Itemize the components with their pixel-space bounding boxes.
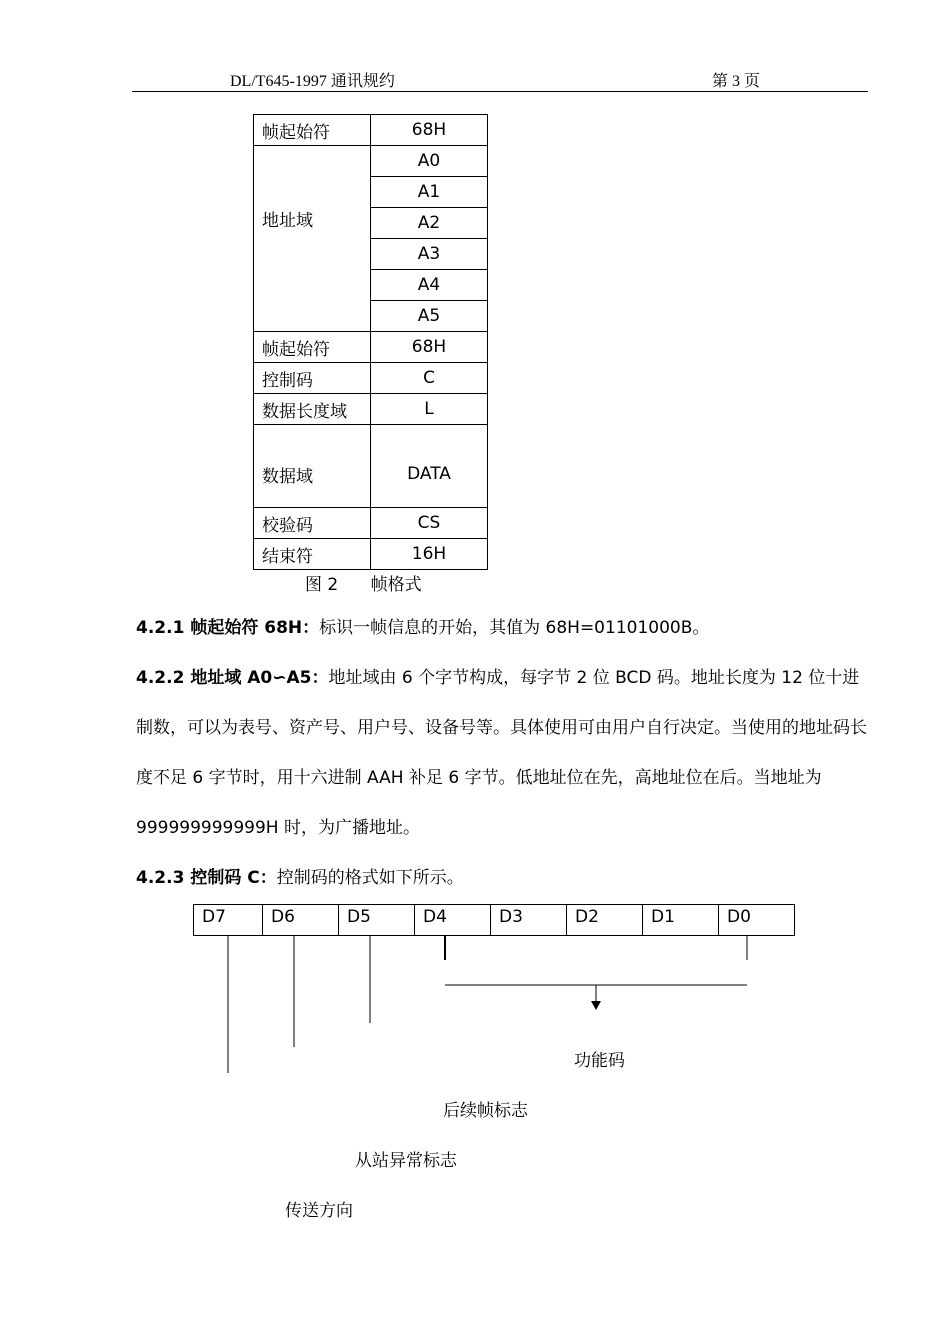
checksum-value: CS [371,508,488,539]
section-text: 标识一帧信息的开始，其值为 68H=01101000B。 [319,618,710,638]
address-a5: A5 [371,301,488,332]
function-code-label: 功能码 [574,1051,625,1071]
address-a0: A0 [371,146,488,177]
address-field-label: 地址域 [254,146,371,332]
bit-d6: D6 [263,905,339,936]
section-heading: 4.2.2 地址域 A0∽A5： [136,668,329,688]
figure-caption: 图 2 帧格式 [305,575,422,595]
section-text: 地址域由 6 个字节构成，每字节 2 位 BCD 码。地址长度为 12 位十进制数，可以为表号、资产号、用户号、设备号等。具体使用可由用户自行决定。当使用的地址码长度不足 6 字节时，用十六进制 AAH 补足 6 字节。低地址位在先，高地址位在后。当地址为 999999999999H 时，为广播地址。 [136,668,867,838]
down-arrow-icon [591,1001,601,1010]
address-a2: A2 [371,208,488,239]
follow-frame-flag-label: 后续帧标志 [443,1101,528,1121]
section-heading: 4.2.1 帧起始符 68H： [136,618,320,638]
data-field-label: 数据域 [254,425,371,508]
slave-error-flag-label: 从站异常标志 [355,1151,457,1171]
data-length-value: L [371,394,488,425]
control-code-value: C [371,363,488,394]
control-code-label: 控制码 [254,363,371,394]
end-mark-value: 16H [371,539,488,570]
checksum-label: 校验码 [254,508,371,539]
frame-start-label: 帧起始符 [254,115,371,146]
address-a4: A4 [371,270,488,301]
data-length-label: 数据长度域 [254,394,371,425]
section-heading: 4.2.3 控制码 C： [136,868,277,888]
frame-start-value: 68H [371,115,488,146]
bit-d7: D7 [194,905,263,936]
bit-d5: D5 [339,905,415,936]
address-a3: A3 [371,239,488,270]
frame-start-label-2: 帧起始符 [254,332,371,363]
data-field-value: DATA [371,425,488,508]
frame-start-value-2: 68H [371,332,488,363]
end-mark-label: 结束符 [254,539,371,570]
bit-d2: D2 [567,905,643,936]
bit-d1: D1 [643,905,719,936]
bit-d4: D4 [415,905,491,936]
section-text: 控制码的格式如下所示。 [276,868,464,888]
direction-label: 传送方向 [285,1201,353,1221]
bit-d3: D3 [491,905,567,936]
header-page-number: 第 3 页 [712,73,761,90]
bit-d0: D0 [719,905,795,936]
header-title: DL/T645-1997 通讯规约 [230,73,395,90]
address-a1: A1 [371,177,488,208]
